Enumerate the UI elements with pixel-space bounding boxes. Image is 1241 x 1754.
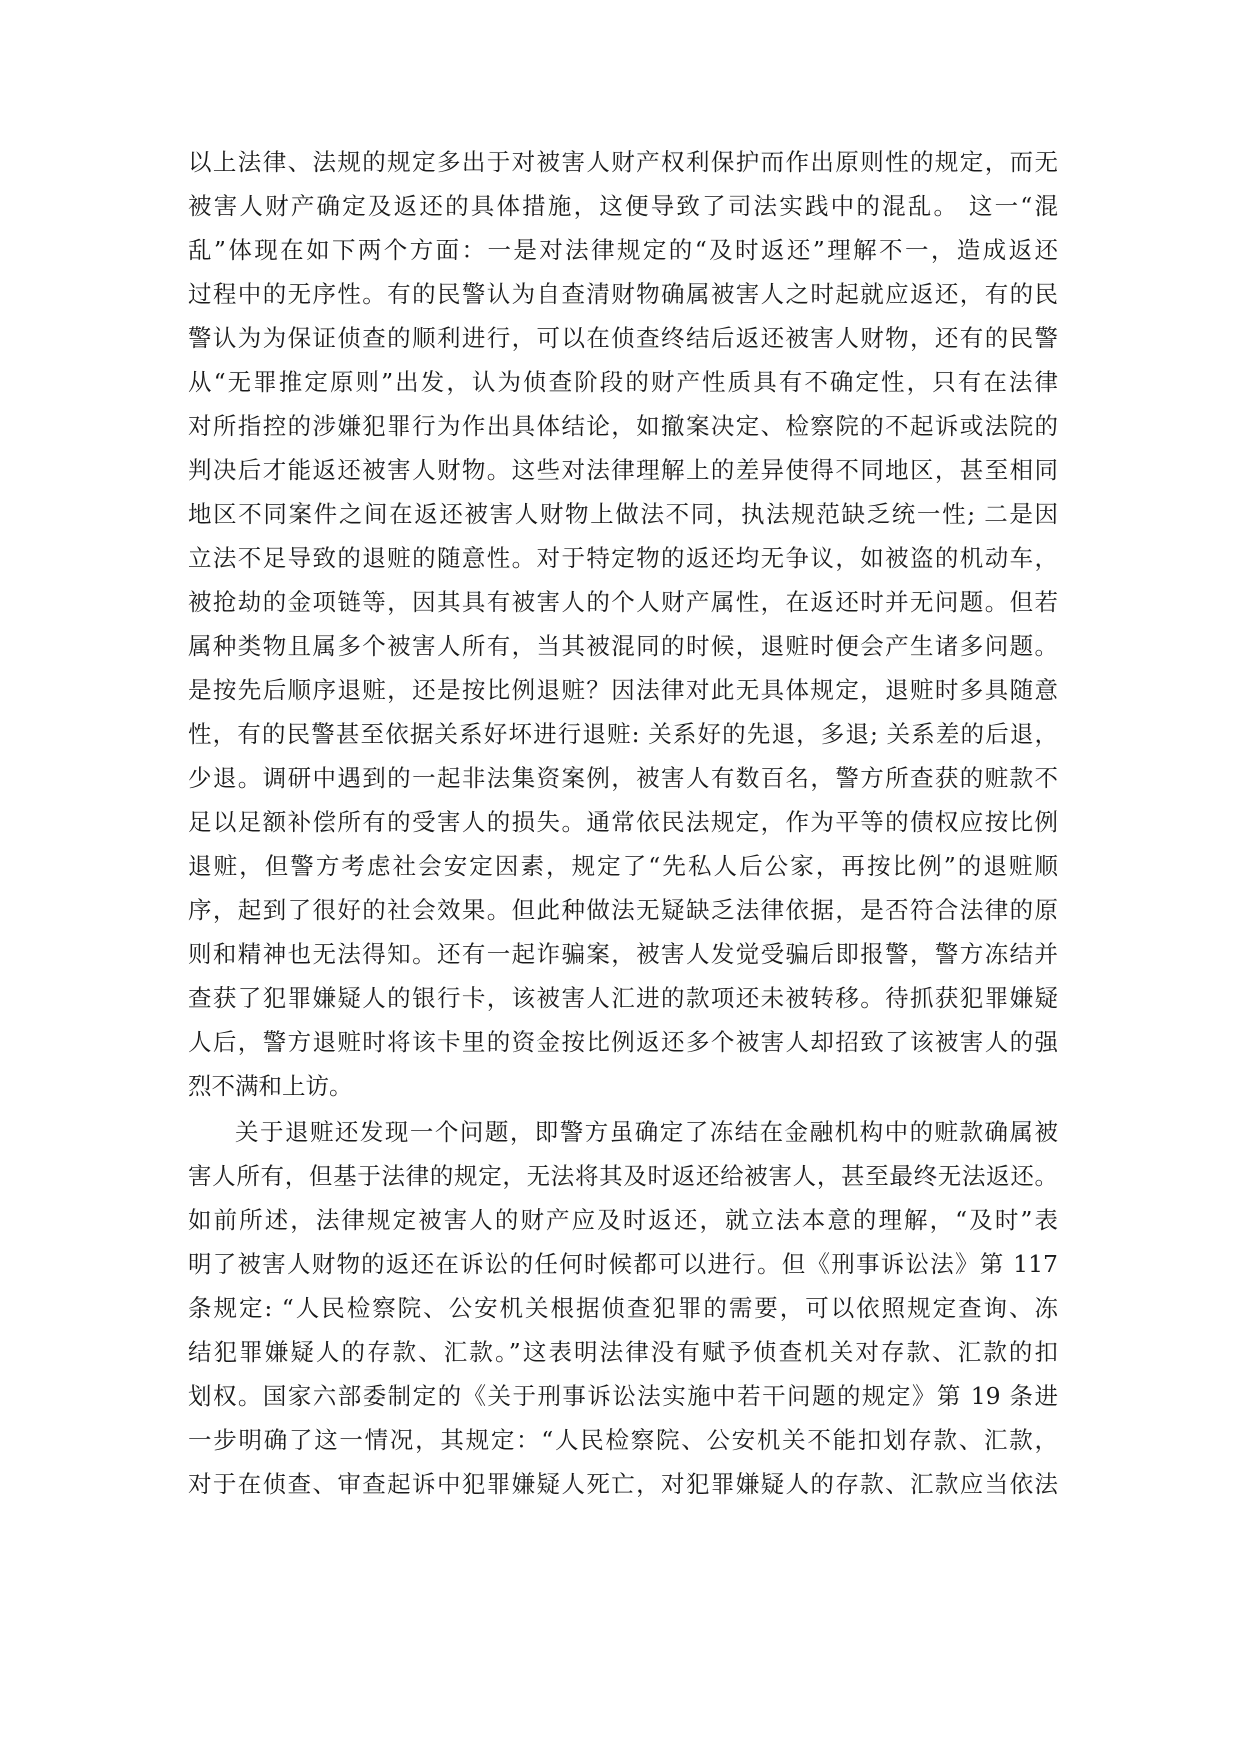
- text-line: 性，有的民警甚至依据关系好坏进行退赃: 关系好的先退，多退; 关系差的后退，: [188, 720, 1058, 748]
- text-line: 立法不足导致的退赃的随意性。对于特定物的返还均无争议，如被盗的机动车，: [188, 544, 1058, 572]
- text-line: 对于在侦查、审查起诉中犯罪嫌疑人死亡，对犯罪嫌疑人的存款、汇款应当依法: [188, 1470, 1058, 1498]
- text-line: 从“无罪推定原则”出发，认为侦查阶段的财产性质具有不确定性，只有在法律: [188, 368, 1058, 396]
- text-line: 查获了犯罪嫌疑人的银行卡，该被害人汇进的款项还未被转移。待抓获犯罪嫌疑: [188, 984, 1058, 1012]
- text-line: 一步明确了这一情况，其规定：“人民检察院、公安机关不能扣划存款、汇款，: [188, 1426, 1058, 1454]
- text-line: 条规定: “人民检察院、公安机关根据侦查犯罪的需要，可以依照规定查询、冻: [188, 1294, 1058, 1322]
- text-line: 被害人财产确定及返还的具体措施，这便导致了司法实践中的混乱。 这一“混: [188, 192, 1058, 220]
- text-line: 烈不满和上访。: [188, 1072, 353, 1100]
- text-line: 序，起到了很好的社会效果。但此种做法无疑缺乏法律依据，是否符合法律的原: [188, 896, 1058, 924]
- text-line: 如前所述，法律规定被害人的财产应及时返还，就立法本意的理解，“及时”表: [188, 1206, 1058, 1234]
- text-line: 被抢劫的金项链等，因其具有被害人的个人财产属性，在返还时并无问题。但若: [188, 588, 1058, 616]
- text-line: 足以足额补偿所有的受害人的损失。通常依民法规定，作为平等的债权应按比例: [188, 808, 1058, 836]
- text-line: 属种类物且属多个被害人所有，当其被混同的时候，退赃时便会产生诸多问题。: [188, 632, 1058, 660]
- text-line: 关于退赃还发现一个问题，即警方虽确定了冻结在金融机构中的赃款确属被: [235, 1118, 1058, 1146]
- text-line: 少退。调研中遇到的一起非法集资案例，被害人有数百名，警方所查获的赃款不: [188, 764, 1058, 792]
- text-line: 人后，警方退赃时将该卡里的资金按比例返还多个被害人却招致了该被害人的强: [188, 1028, 1058, 1056]
- text-line: 乱”体现在如下两个方面：一是对法律规定的“及时返还”理解不一，造成返还: [188, 236, 1058, 264]
- text-line: 地区不同案件之间在返还被害人财物上做法不同，执法规范缺乏统一性; 二是因: [188, 500, 1058, 528]
- text-line: 明了被害人财物的返还在诉讼的任何时候都可以进行。但《刑事诉讼法》第 117: [188, 1250, 1058, 1278]
- text-line: 害人所有，但基于法律的规定，无法将其及时返还给被害人，甚至最终无法返还。: [188, 1162, 1058, 1190]
- text-line: 对所指控的涉嫌犯罪行为作出具体结论，如撤案决定、检察院的不起诉或法院的: [188, 412, 1058, 440]
- text-line: 过程中的无序性。有的民警认为自查清财物确属被害人之时起就应返还，有的民: [188, 280, 1058, 308]
- text-line: 以上法律、法规的规定多出于对被害人财产权利保护而作出原则性的规定，而无: [188, 148, 1058, 176]
- text-line: 是按先后顺序退赃，还是按比例退赃？因法律对此无具体规定，退赃时多具随意: [188, 676, 1058, 704]
- text-line: 则和精神也无法得知。还有一起诈骗案，被害人发觉受骗后即报警，警方冻结并: [188, 940, 1058, 968]
- text-line: 退赃，但警方考虑社会安定因素，规定了“先私人后公家，再按比例”的退赃顺: [188, 852, 1058, 880]
- text-line: 结犯罪嫌疑人的存款、汇款。”这表明法律没有赋予侦查机关对存款、汇款的扣: [188, 1338, 1058, 1366]
- text-line: 警认为为保证侦查的顺利进行，可以在侦查终结后返还被害人财物，还有的民警: [188, 324, 1058, 352]
- text-line: 划权。国家六部委制定的《关于刑事诉讼法实施中若干问题的规定》第 19 条进: [188, 1382, 1058, 1410]
- text-line: 判决后才能返还被害人财物。这些对法律理解上的差异使得不同地区，甚至相同: [188, 456, 1058, 484]
